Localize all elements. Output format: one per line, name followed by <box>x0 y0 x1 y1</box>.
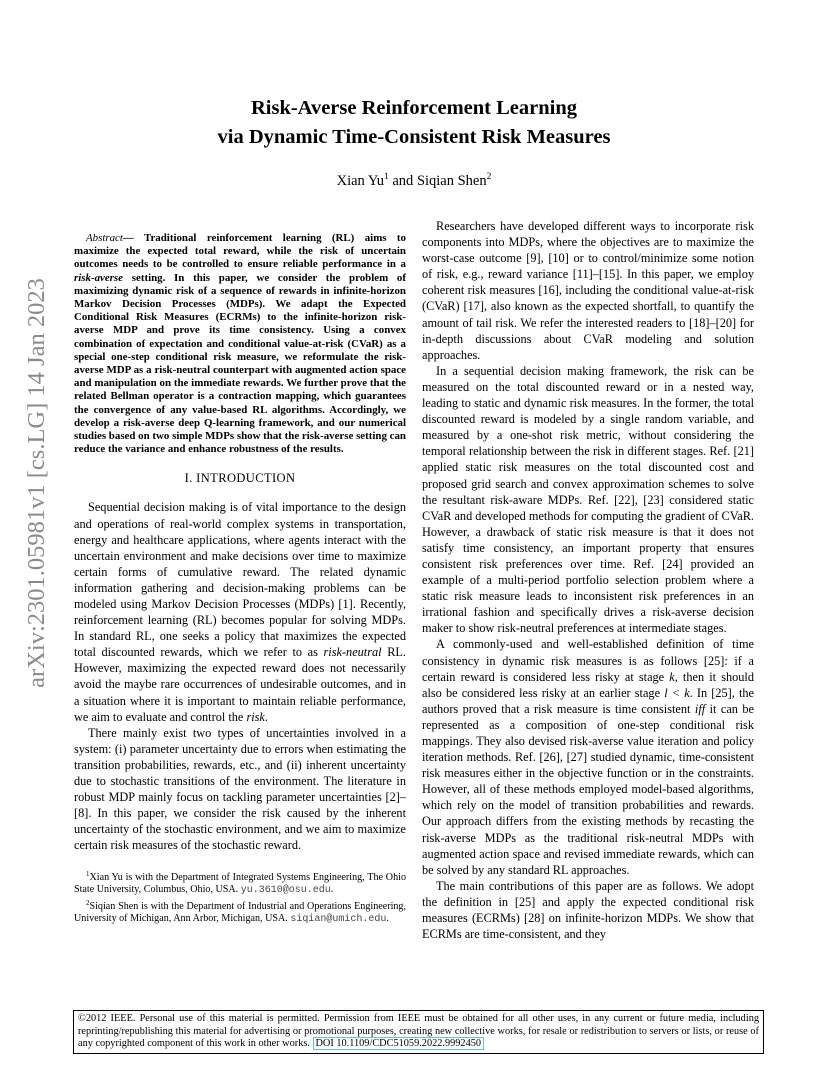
abstract-emphasis: risk-averse <box>74 271 123 284</box>
intro-p5-text-a: A commonly-used and well-established definition of time consistency in dynamic risk measures is as follows [25]: if a certain reward is considered less risky at stage <box>422 637 754 684</box>
right-column <box>422 218 754 942</box>
footnote-2-text: Siqian Shen is with the Department of Industrial and Operations Engineering, University of Michigan, Ann Arbor, Michigan, USA. <box>74 900 406 925</box>
arxiv-stamp-text: arXiv:2301.05981v1 [cs.LG] 14 Jan 2023 <box>23 277 50 688</box>
abstract-dash: — <box>122 232 145 244</box>
intro-p1-text-c: . <box>264 709 268 724</box>
copyright-notice-box <box>73 1010 764 1054</box>
footnote-1-email-link[interactable]: yu.3610@osu.edu <box>240 884 331 896</box>
intro-paragraph-6: The main contributions of this paper are as follows. We adopt the definition in [25] and apply the expected conditional risk measures (ECRMs) [28] on infinite-horizon MDPs. We show that ECRMs are time-consistent, and they <box>422 878 754 942</box>
section-heading-introduction: I. INTRODUCTION <box>184 471 296 486</box>
intro-p5-text-c: . In [25], the authors proved that a risk measure is time consistent <box>422 685 754 716</box>
author-list <box>0 172 828 190</box>
intro-paragraph-5 <box>422 636 754 877</box>
doi-link[interactable]: DOI 10.1109/CDC51059.2022.9992450 <box>313 1037 485 1050</box>
abstract <box>74 232 406 456</box>
abstract-text-a: Traditional reinforcement learning (RL) aims to maximize the expected total reward, while the risk of uncertain outcomes needs to be controlled to ensure reliable performance in a <box>74 232 406 271</box>
author-1: Xian Yu <box>336 173 384 189</box>
copyright-text: ©2012 IEEE. Personal use of this material is permitted. Permission from IEEE must be obtained for all other uses, in any current or future media, including reprinting/republishing this material for advertising or promotional purposes, creating new collective works, for resale or redistribution to servers or lists, or reuse of any copyrighted component of this work in other works. <box>78 1013 759 1050</box>
intro-paragraph-3: Researchers have developed different ways to incorporate risk components into MDPs, where the objectives are to maximize the worst-case outcome [9], [10] or to control/minimize some notion of risk, e.g., reward variance [11]–[15]. In this paper, we employ coherent risk measures [16], including the conditional value-at-risk (CVaR) [17], also known as the expected shortfall, to quantify the amount of tail risk. We refer the interested readers to [18]–[20] for in-depth discussions about CVaR modeling and solution approaches. <box>422 219 754 362</box>
arxiv-identifier-stamp <box>18 277 56 688</box>
intro-p1-text-b: RL. However, maximizing the expected reward does not necessarily avoid the maybe rare occurrences of undesirable outcomes, and in a situation where it is important to maintain reliable performance, we aim to evaluate and control the <box>74 645 406 724</box>
footnote-2-end: . <box>386 913 389 925</box>
footnote-2-email-link[interactable]: siqian@umich.edu <box>290 914 387 926</box>
footnote-1-mark: 1 <box>86 869 90 878</box>
intro-paragraph-2: There mainly exist two types of uncertainties involved in a system: (i) parameter uncertainty due to errors when estimating the transition probabilities, rewards, etc., and (ii) inherent uncertainty due to stochastic transitions of the environment. The literature in robust MDP mainly focus on tackling parameter uncertainties [2]–[8]. In this paper, we consider the risk caused by the inherent uncertainty of the stochastic environment, and we aim to maximize certain risk measures of the stochastic reward. <box>74 725 406 853</box>
intro-paragraph-1 <box>74 499 406 724</box>
footnote-1 <box>74 868 406 897</box>
intro-p5-iff: iff <box>694 701 706 716</box>
intro-p1-emphasis-2: risk <box>246 709 265 724</box>
intro-p1-emphasis-1: risk-neutral <box>323 645 382 660</box>
intro-p5-math-l-lt-k: l < k <box>664 685 690 700</box>
intro-paragraph-4: In a sequential decision making framework, the risk can be measured on the total discounted reward or in a nested way, leading to static and dynamic risk measures. In the former, the total discounted reward is modeled by a single random variable, and measured by a one-shot risk metric, without considering the temporal relationship between the risk in different stages. Ref. [21] applied static risk measures on the total discounted cost and proposed grid search and convex approximation schemes to solve the resultant risk-aware MDPs. Ref. [22], [23] considered static CVaR and developed methods for computing the gradient of CVaR. However, a drawback of static risk measure is that it does not satisfy time consistency, an important property that ensures consistent risk preferences over time. Ref. [24] provided an example of a multi-period portfolio selection problem where a static risk measure leads to inconsistent risk preferences in an irrational fashion and specifically drives a risk-averse decision maker to show risk-neutral preferences at intermediate stages. <box>422 363 754 636</box>
author-conjunction: and <box>392 173 414 189</box>
footnote-1-end: . <box>330 883 334 895</box>
author-1-mark: 1 <box>384 172 389 182</box>
author-2-mark: 2 <box>486 172 492 182</box>
intro-p5-text-d: it can be represented as a composition of one-step conditional risk mappings. They also devised risk-averse value iteration and policy iteration methods. Ref. [26], [27] studied dynamic, time-consistent risk measures either in the objective function or in the constraints. However, all of these methods employed model-based algorithms, which rely on the model of transition probabilities and rewards. Our approach differs from the existing methods by recasting the risk-averse MDPs as the traditional risk-neutral MDPs with augmented action space and revised immediate rewards, which can be solved by any standard RL approaches. <box>422 701 754 877</box>
abstract-text-b: setting. In this paper, we consider the problem of maximizing dynamic risk of a sequence of rewards in infinite-horizon Markov Decision Processes (MDPs). We adapt the Expected Conditional Risk Measures (ECRMs) to the infinite-horizon risk-averse MDP and prove its time consistency. Using a convex combination of expectation and conditional value-at-risk (CVaR) as a special one-step conditional risk measure, we reformulate the risk-averse MDP as a risk-neutral counterpart with augmented action space and manipulation on the immediate rewards. We further prove that the related Bellman operator is a contraction mapping, which guarantees the convergence of any value-based RL algorithms. Accordingly, we develop a risk-averse deep Q-learning framework, and our numerical studies based on two simple MDPs show that the risk-averse setting can reduce the variance and enhance robustness of the results. <box>74 271 406 456</box>
footnote-2 <box>74 897 406 926</box>
footnotes <box>74 868 406 927</box>
intro-p5-math-k: k <box>669 669 675 684</box>
footnote-1-text: Xian Yu is with the Department of Integrated Systems Engineering, The Ohio State University, Columbus, Ohio, USA. <box>74 871 406 895</box>
paper-title <box>0 94 828 152</box>
title-line-2: via Dynamic Time-Consistent Risk Measures <box>217 126 611 148</box>
title-line-1: Risk-Averse Reinforcement Learning <box>250 97 578 119</box>
footnote-2-mark: 2 <box>86 898 90 907</box>
author-2: Siqian Shen <box>416 173 487 189</box>
left-column <box>74 218 406 926</box>
intro-p5-text-b: , then it should also be considered less risky at an earlier stage <box>422 669 754 700</box>
intro-p1-text-a: Sequential decision making is of vital importance to the design and operations of real-world complex systems in transportation, energy and healthcare applications, where agents interact with the uncertain environment and make decisions over time to maximize certain forms of cumulative reward. The related dynamic information gathering and decision-making problems can be modeled using Markov Decision Processes (MDPs) [1]. Recently, reinforcement learning (RL) becomes popular for solving MDPs. In standard RL, one seeks a policy that maximizes the expected total discounted rewards, which we refer to as <box>74 500 406 660</box>
abstract-label: Abstract <box>86 232 123 244</box>
